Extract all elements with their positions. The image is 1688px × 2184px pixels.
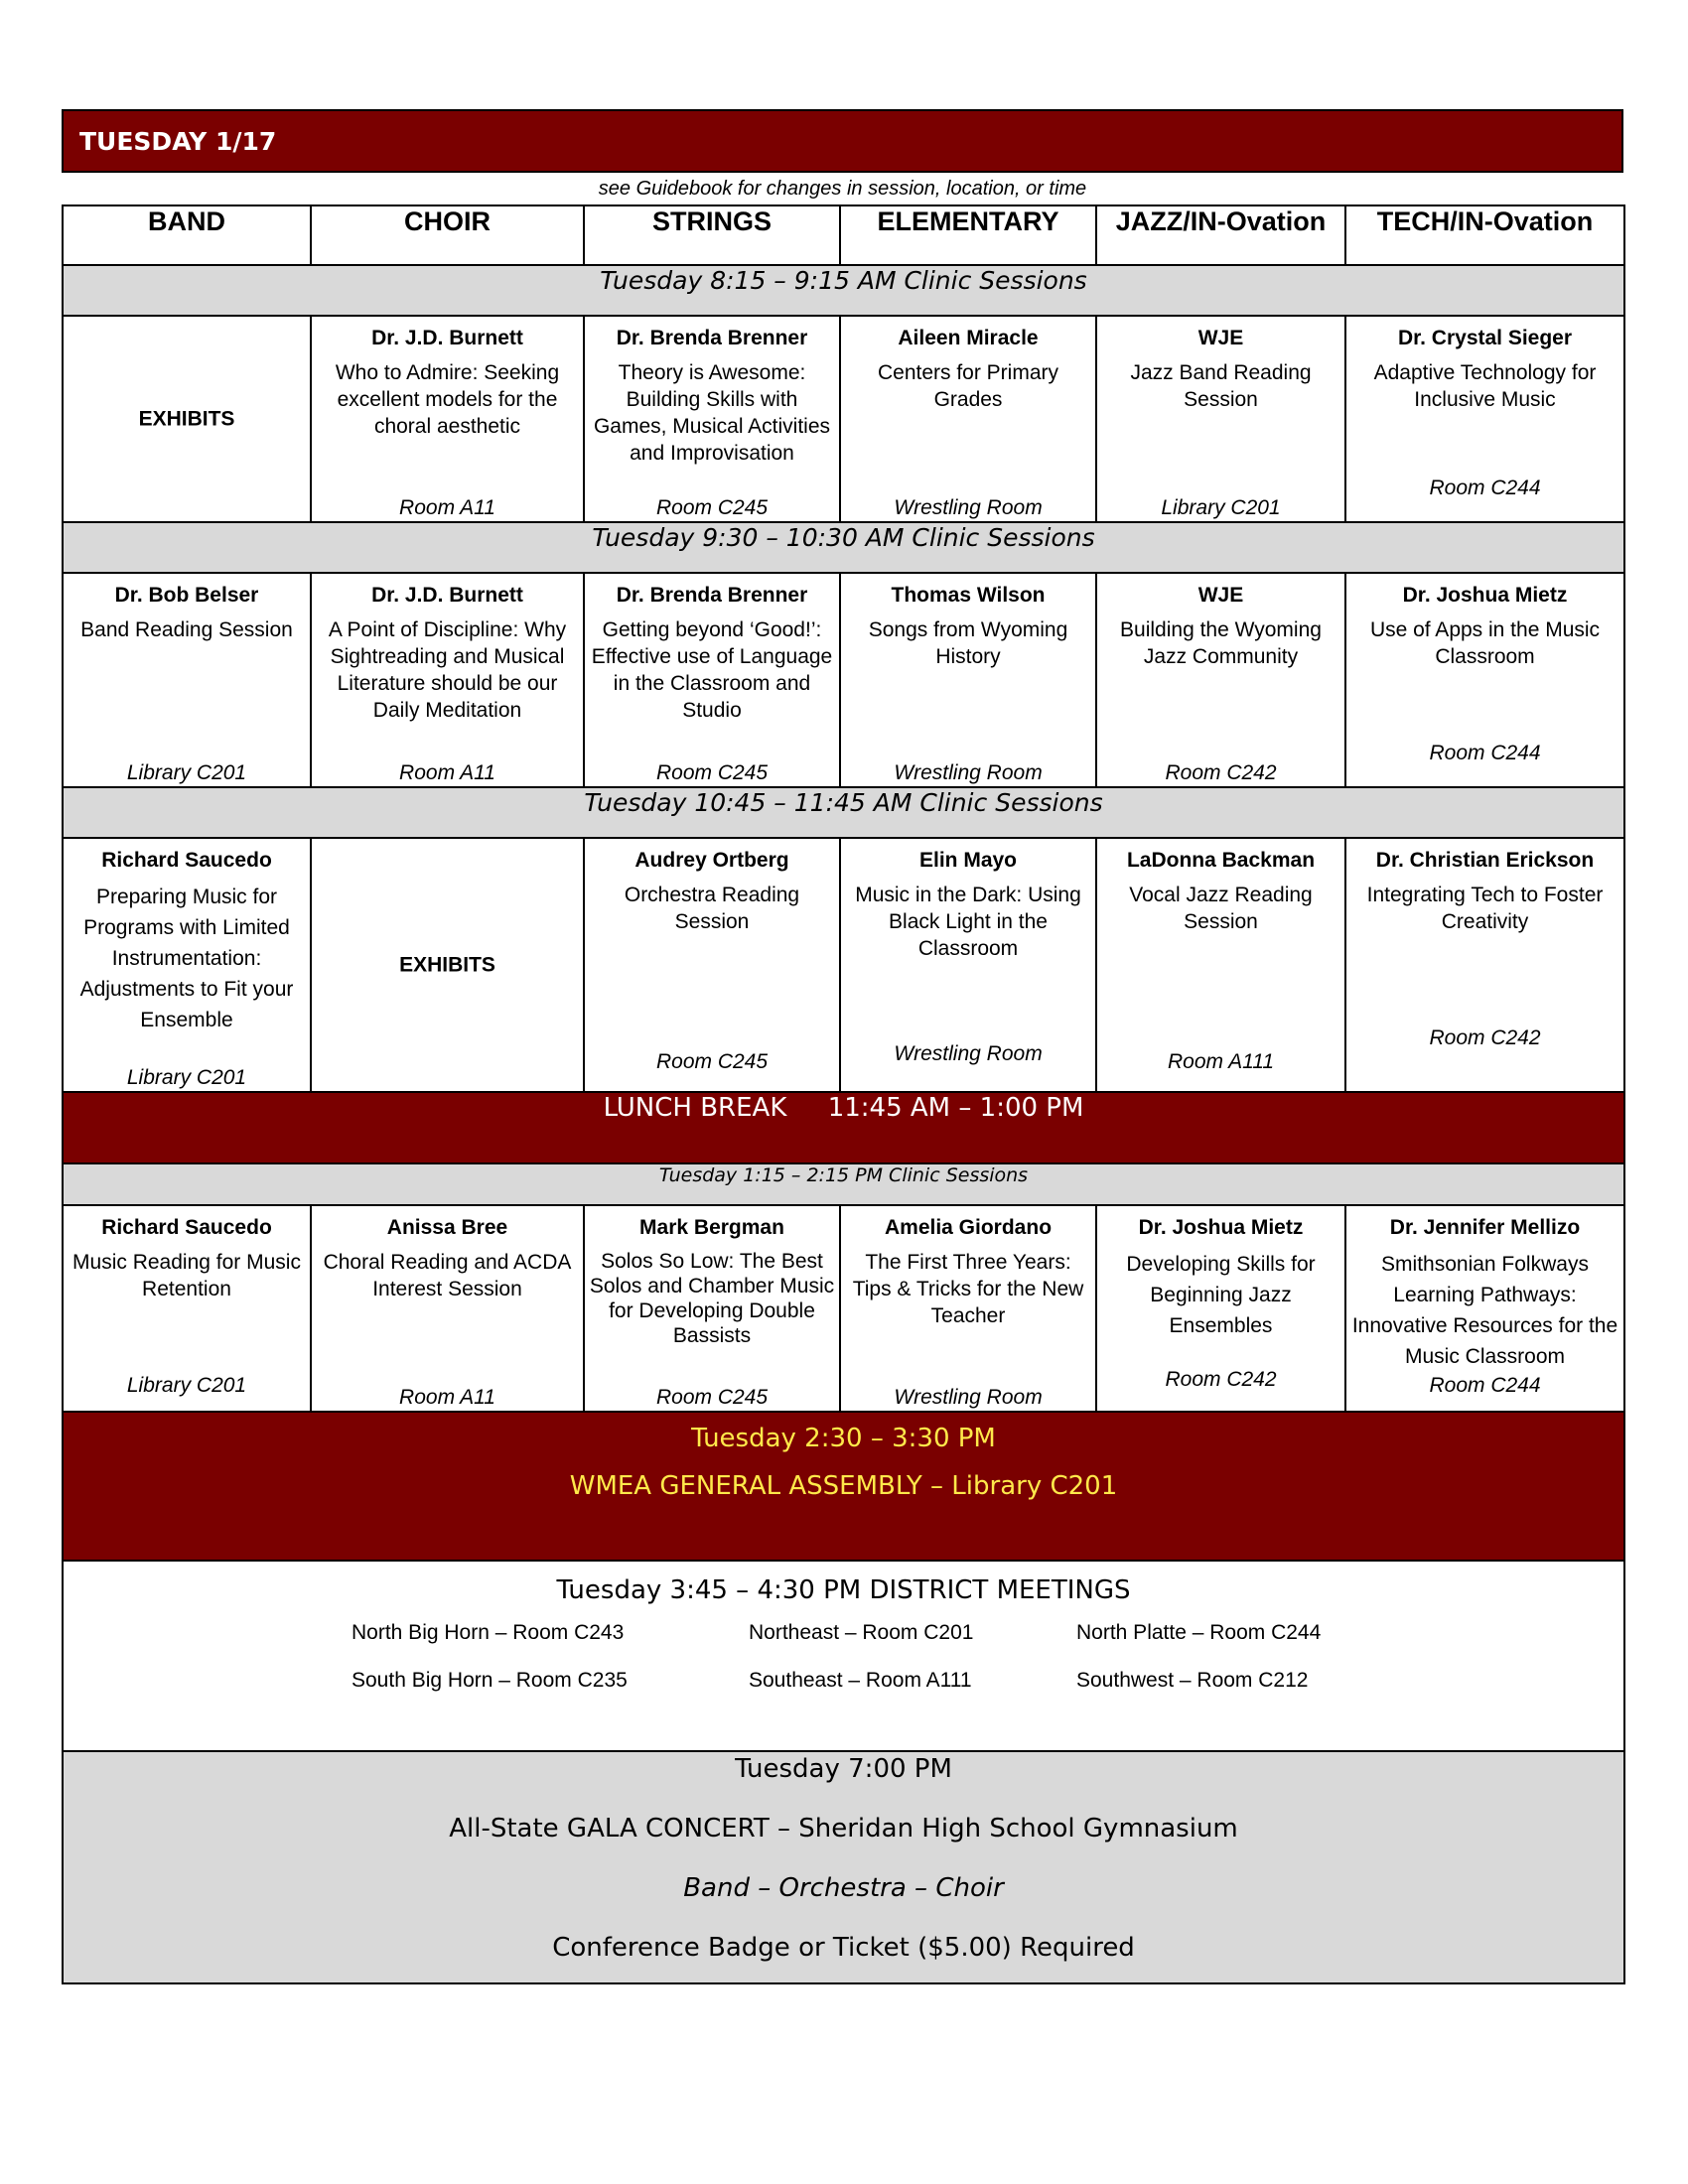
room: Wrestling Room — [894, 761, 1043, 784]
session-cell — [1345, 1205, 1624, 1412]
district-meetings — [63, 1561, 1624, 1751]
presenter: Richard Saucedo — [101, 1216, 272, 1239]
slot-header: Tuesday 10:45 – 11:45 AM Clinic Sessions — [63, 787, 1624, 838]
session-title: Smithsonian Folkways Learning Pathways: Innovative Resources for the Music Classroom — [1351, 1253, 1618, 1368]
session-row — [63, 838, 1624, 1092]
presenter: Richard Saucedo — [101, 849, 272, 872]
session-row — [63, 573, 1624, 787]
session-cell — [584, 316, 840, 522]
exhibits-label: EXHIBITS — [138, 407, 235, 431]
room: Wrestling Room — [894, 1042, 1043, 1065]
session-cell — [311, 316, 584, 522]
session-title: Songs from Wyoming History — [868, 618, 1068, 668]
session-title: Choral Reading and ACDA Interest Session — [323, 1251, 572, 1300]
room: Room C245 — [655, 1050, 769, 1073]
session-title: Who to Admire: Seeking excellent models for the choral aesthetic — [335, 361, 560, 438]
session-title: Solos So Low: The Best Solos and Chamber Music for Developing Double Bassists — [589, 1250, 835, 1347]
session-cell — [1345, 573, 1624, 787]
presenter: LaDonna Backman — [1126, 849, 1316, 872]
presenter: Dr. J.D. Burnett — [371, 327, 523, 349]
general-assembly-banner — [63, 1412, 1624, 1561]
presenter: Dr. Christian Erickson — [1375, 849, 1595, 872]
slot-header: Tuesday 9:30 – 10:30 AM Clinic Sessions — [63, 522, 1624, 573]
room: Library C201 — [126, 1066, 247, 1089]
presenter: WJE — [1197, 327, 1244, 349]
session-title: Music Reading for Music Retention — [72, 1251, 301, 1300]
session-cell — [840, 573, 1096, 787]
session-title: Building the Wyoming Jazz Community — [1120, 618, 1322, 668]
schedule-page — [62, 109, 1623, 1984]
column-header-tech: TECH/IN-Ovation — [1345, 205, 1624, 265]
column-header-choir: CHOIR — [311, 205, 584, 265]
presenter: Dr. J.D. Burnett — [371, 584, 523, 607]
district-list — [352, 1621, 1623, 1693]
district-item: Southeast – Room A111 — [749, 1669, 972, 1692]
district-item: North Big Horn – Room C243 — [352, 1621, 625, 1644]
session-cell — [311, 573, 584, 787]
presenter: Thomas Wilson — [891, 584, 1046, 607]
district-item: Southwest – Room C212 — [1076, 1669, 1309, 1692]
slot-header: Tuesday 8:15 – 9:15 AM Clinic Sessions — [63, 265, 1624, 316]
district-item: South Big Horn – Room C235 — [352, 1669, 628, 1692]
session-cell — [311, 1205, 584, 1412]
session-cell — [1345, 838, 1624, 1092]
presenter: Dr. Jennifer Mellizo — [1389, 1216, 1581, 1239]
session-cell — [840, 316, 1096, 522]
gala-time: Tuesday 7:00 PM — [735, 1754, 952, 1784]
presenter: Dr. Joshua Mietz — [1138, 1216, 1304, 1239]
room: Room C242 — [1165, 761, 1277, 784]
room: Room A111 — [1168, 1050, 1274, 1073]
session-cell — [63, 838, 311, 1092]
presenter: Audrey Ortberg — [634, 849, 789, 872]
column-header-jazz: JAZZ/IN-Ovation — [1096, 205, 1345, 265]
session-title: Vocal Jazz Reading Session — [1129, 884, 1313, 933]
room: Library C201 — [126, 761, 247, 784]
session-cell — [311, 838, 584, 1092]
room: Room C242 — [1429, 1026, 1541, 1049]
session-row — [63, 316, 1624, 522]
session-title: Use of Apps in the Music Classroom — [1369, 618, 1601, 668]
presenter: Dr. Joshua Mietz — [1402, 584, 1568, 607]
session-title: Jazz Band Reading Session — [1130, 361, 1312, 411]
session-title: Integrating Tech to Foster Creativity — [1366, 884, 1604, 933]
schedule-table — [62, 205, 1625, 1984]
gala-concert — [63, 1751, 1624, 1983]
presenter: Dr. Bob Belser — [114, 584, 259, 607]
room: Wrestling Room — [894, 496, 1043, 519]
session-title: Music in the Dark: Using Black Light in the Classroom — [855, 884, 1081, 960]
column-header-band: BAND — [63, 205, 311, 265]
district-item: Northeast – Room C201 — [749, 1621, 974, 1644]
gala-ensembles: Band – Orchestra – Choir — [683, 1873, 1004, 1903]
presenter: Dr. Brenda Brenner — [616, 327, 808, 349]
room: Room C245 — [655, 496, 769, 519]
session-cell — [584, 1205, 840, 1412]
session-cell — [840, 838, 1096, 1092]
presenter: Anissa Bree — [386, 1216, 508, 1239]
room: Room C245 — [655, 761, 769, 784]
session-title: Adaptive Technology for Inclusive Music — [1373, 361, 1597, 411]
session-cell — [584, 838, 840, 1092]
slot-header: Tuesday 1:15 – 2:15 PM Clinic Sessions — [63, 1163, 1624, 1205]
presenter: WJE — [1197, 584, 1244, 607]
session-title: The First Three Years: Tips & Tricks for the New Teacher — [852, 1251, 1084, 1327]
presenter: Elin Mayo — [918, 849, 1018, 872]
room: Room A11 — [399, 496, 495, 519]
lunch-break-banner: LUNCH BREAK 11:45 AM – 1:00 PM — [63, 1092, 1624, 1163]
gala-requirement: Conference Badge or Ticket ($5.00) Required — [552, 1933, 1135, 1963]
session-title: Developing Skills for Beginning Jazz Ensembles — [1126, 1253, 1316, 1337]
presenter: Dr. Brenda Brenner — [616, 584, 808, 607]
session-cell — [63, 316, 311, 522]
session-row — [63, 1205, 1624, 1412]
column-header-strings: STRINGS — [584, 205, 840, 265]
room: Room C245 — [655, 1386, 769, 1409]
room: Room C244 — [1429, 1374, 1541, 1397]
session-title: Centers for Primary Grades — [877, 361, 1059, 411]
room: Room A11 — [399, 761, 495, 784]
exhibits-label: EXHIBITS — [399, 953, 495, 977]
district-title: Tuesday 3:45 – 4:30 PM DISTRICT MEETINGS — [556, 1575, 1131, 1605]
guidebook-note: see Guidebook for changes in session, location, or time — [598, 178, 1087, 200]
session-cell — [1096, 316, 1345, 522]
presenter: Mark Bergman — [639, 1216, 784, 1239]
district-item: North Platte – Room C244 — [1076, 1621, 1322, 1644]
presenter: Amelia Giordano — [884, 1216, 1053, 1239]
room: Room C244 — [1429, 477, 1541, 499]
session-cell — [1345, 316, 1624, 522]
room: Library C201 — [126, 1374, 247, 1397]
session-cell — [63, 573, 311, 787]
session-cell — [1096, 838, 1345, 1092]
session-title: Theory is Awesome: Building Skills with Games, Musical Activities and Improvisation — [593, 361, 831, 465]
session-title: Preparing Music for Programs with Limited Instrumentation: Adjustments to Fit your Ensemble — [79, 886, 294, 1031]
room: Library C201 — [1161, 496, 1281, 519]
session-cell — [840, 1205, 1096, 1412]
room: Room A11 — [399, 1386, 495, 1409]
room: Wrestling Room — [894, 1386, 1043, 1409]
session-cell — [1096, 1205, 1345, 1412]
session-cell — [63, 1205, 311, 1412]
room: Room C242 — [1165, 1368, 1277, 1391]
column-header-elementary: ELEMENTARY — [840, 205, 1096, 265]
assembly-title: WMEA GENERAL ASSEMBLY – Library C201 — [569, 1471, 1118, 1501]
presenter: Aileen Miracle — [898, 327, 1039, 349]
room: Room C244 — [1429, 742, 1541, 764]
session-title: Getting beyond ‘Good!’: Effective use of Language in the Classroom and Studio — [591, 618, 833, 722]
presenter: Dr. Crystal Sieger — [1397, 327, 1573, 349]
assembly-time: Tuesday 2:30 – 3:30 PM — [691, 1424, 996, 1453]
column-header-row — [63, 205, 1624, 265]
session-title: A Point of Discipline: Why Sightreading and Musical Literature should be our Daily Meditation — [328, 618, 567, 722]
gala-title: All-State GALA CONCERT – Sheridan High School Gymnasium — [449, 1814, 1238, 1843]
session-title: Orchestra Reading Session — [624, 884, 800, 933]
session-cell — [1096, 573, 1345, 787]
session-cell — [584, 573, 840, 787]
day-header: TUESDAY 1/17 — [62, 109, 1623, 173]
session-title: Band Reading Session — [80, 618, 293, 641]
